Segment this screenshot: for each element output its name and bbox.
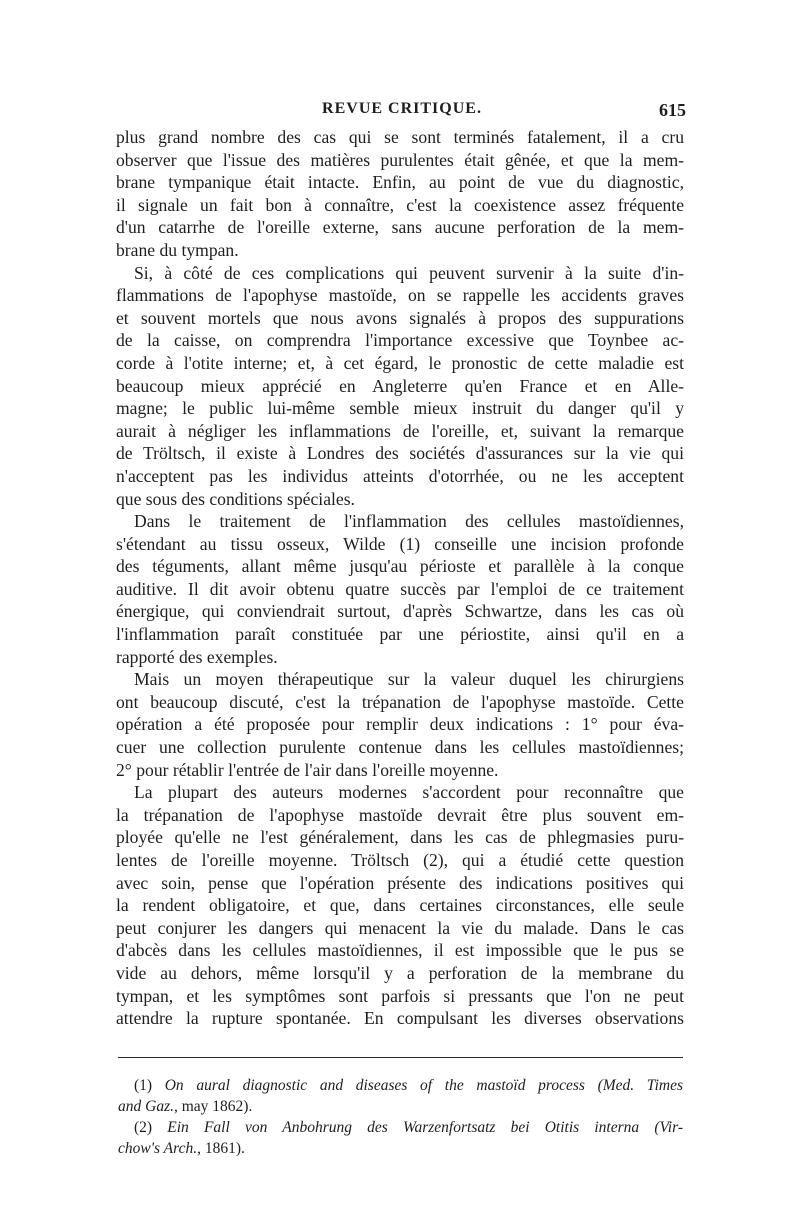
text-line: de la caisse, on comprendra l'importance excessive que Toynbee ac- <box>116 330 684 351</box>
page-header <box>118 100 686 126</box>
text-line: auditive. Il dit avoir obtenu quatre succès par l'emploi de ce traitement <box>116 578 684 599</box>
body-text <box>116 126 684 1030</box>
text-line: s'étendant au tissu osseux, Wilde (1) conseille une incision profonde <box>116 533 684 554</box>
footnotes <box>118 1075 683 1159</box>
footnote-1 <box>118 1075 683 1096</box>
footnote-2-number: (2) <box>134 1119 168 1136</box>
text-line: Mais un moyen thérapeutique sur la valeur duquel les chirurgiens <box>134 669 684 690</box>
text-line: corde à l'otite interne; et, à cet égard, le pronostic de cette maladie est <box>116 352 684 373</box>
text-line: rapporté des exemples. <box>116 646 278 667</box>
footnote-2-date: , 1861). <box>197 1140 245 1157</box>
text-line: flammations de l'apophyse mastoïde, on se rappelle les accidents graves <box>116 285 684 306</box>
text-line: La plupart des auteurs modernes s'accordent pour reconnaître que <box>134 782 684 803</box>
footnote-1-number: (1) <box>134 1077 165 1094</box>
footnote-2-continued <box>118 1138 683 1159</box>
text-line: il signale un fait bon à connaître, c'est la coexistence assez fréquente <box>116 194 684 215</box>
text-line: la trépanation de l'apophyse mastoïde devrait être plus souvent em- <box>116 804 684 825</box>
text-line: avec soin, pense que l'opération présente des indications positives qui <box>116 872 684 893</box>
footnote-separator <box>118 1057 683 1058</box>
text-line: magne; le public lui-même semble mieux instruit du danger qu'il y <box>116 398 684 419</box>
footnote-2-source-cont: chow's Arch. <box>118 1140 198 1157</box>
footnote-2-source: (Vir- <box>639 1119 683 1136</box>
footnote-1-title: On aural diagnostic and diseases of the mastoïd process <box>164 1077 585 1094</box>
text-line: brane tympanique était intacte. Enfin, au point de vue du diagnostic, <box>116 172 684 193</box>
footnote-1-source: (Med. Times <box>584 1077 683 1094</box>
text-line: cuer une collection purulente contenue dans les cellules mastoïdiennes; <box>116 737 684 758</box>
text-line: Si, à côté de ces complications qui peuvent survenir à la suite d'in- <box>134 262 684 283</box>
text-line: ployée qu'elle ne l'est généralement, dans les cas de phlegmasies puru- <box>116 827 684 848</box>
running-title: REVUE CRITIQUE. <box>322 100 482 117</box>
text-line: peut conjurer les dangers qui menacent la vie du malade. Dans le cas <box>116 917 684 938</box>
footnote-1-continued <box>118 1096 683 1117</box>
page-number: 615 <box>659 100 686 120</box>
text-line: que sous des conditions spéciales. <box>116 488 355 509</box>
text-line: la rendent obligatoire, et que, dans certaines circonstances, elle seule <box>116 895 684 916</box>
footnote-2-title: Ein Fall von Anbohrung des Warzenfortsatz bei Otitis interna <box>167 1119 640 1136</box>
text-line: d'abcès dans les cellules mastoïdiennes, il est impossible que le pus se <box>116 940 684 961</box>
footnote-1-source-cont: and Gaz. <box>118 1098 174 1115</box>
text-line: lentes de l'oreille moyenne. Tröltsch (2), qui a étudié cette question <box>116 850 684 870</box>
text-line: d'un catarrhe de l'oreille externe, sans aucune perforation de la mem- <box>116 217 684 238</box>
footnote-2 <box>118 1117 683 1138</box>
text-line: l'inflammation paraît constituée par une périostite, ainsi qu'il en a <box>116 624 684 645</box>
text-line: observer que l'issue des matières purulentes était gênée, et que la mem- <box>116 149 684 170</box>
footnote-1-date: , may 1862). <box>173 1098 253 1115</box>
text-line: n'acceptent pas les individus atteints d'otorrhée, ou ne les acceptent <box>116 465 684 486</box>
text-line: et souvent mortels que nous avons signalés à propos des suppurations <box>116 307 684 328</box>
text-line: de Tröltsch, il existe à Londres des sociétés d'assurances sur la vie qui <box>116 443 684 464</box>
text-line: aurait à négliger les inflammations de l'oreille, et, suivant la remarque <box>116 420 684 441</box>
text-line: attendre la rupture spontanée. En compulsant les diverses observations <box>116 1008 684 1029</box>
text-line: opération a été proposée pour remplir deux indications : 1° pour éva- <box>116 714 684 735</box>
text-line: tympan, et les symptômes sont parfois si pressants que l'on ne peut <box>116 985 684 1006</box>
text-line: des téguments, allant même jusqu'au périoste et parallèle à la conque <box>116 556 684 577</box>
text-line: 2° pour rétablir l'entrée de l'air dans l'oreille moyenne. <box>116 759 499 780</box>
text-line: Dans le traitement de l'inflammation des cellules mastoïdiennes, <box>134 511 684 532</box>
text-line: beaucoup mieux apprécié en Angleterre qu'en France et en Alle- <box>116 375 684 396</box>
text-line: ont beaucoup discuté, c'est la trépanation de l'apophyse mastoïde. Cette <box>116 691 684 712</box>
text-line: énergique, qui conviendrait surtout, d'après Schwartze, dans les cas où <box>116 601 684 622</box>
text-line: plus grand nombre des cas qui se sont terminés fatalement, il a cru <box>116 127 684 147</box>
text-line: brane du tympan. <box>116 239 239 260</box>
text-line: vide au dehors, même lorsqu'il y a perforation de la membrane du <box>116 962 684 983</box>
